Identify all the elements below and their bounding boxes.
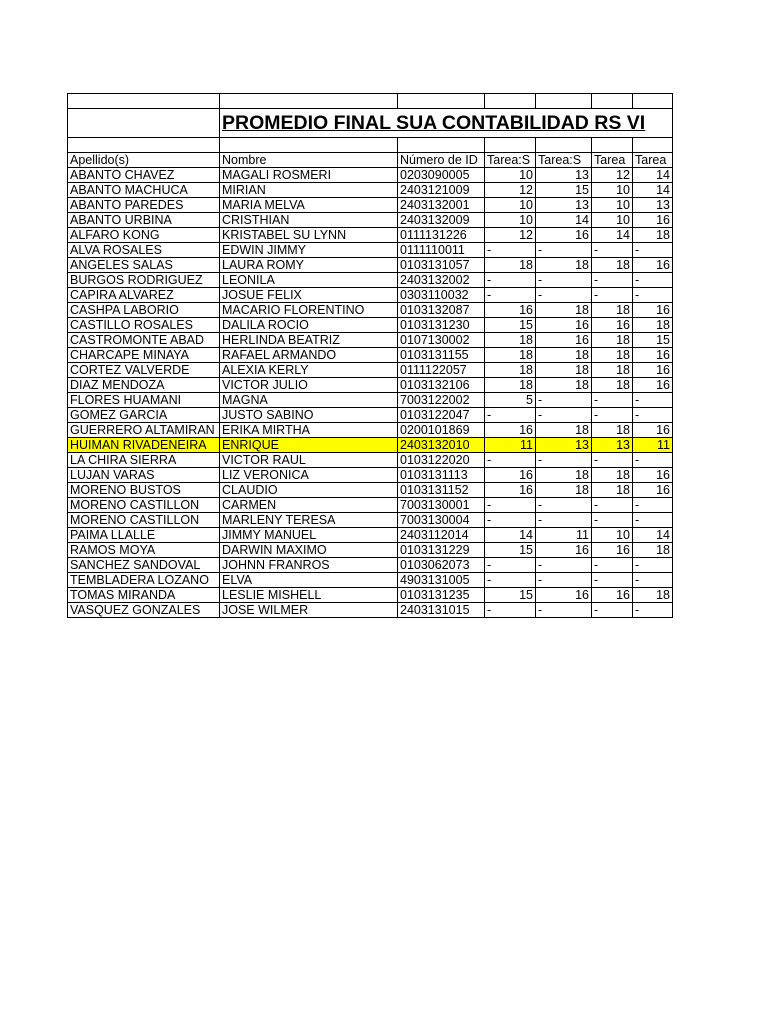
cell-tarea-3[interactable]: 10: [592, 528, 633, 543]
cell-tarea-1[interactable]: 14: [485, 528, 536, 543]
cell-tarea-2[interactable]: 18: [536, 468, 592, 483]
cell-tarea-3[interactable]: 12: [592, 168, 633, 183]
cell-tarea-3[interactable]: 13: [592, 438, 633, 453]
table-row: [68, 213, 673, 228]
cell-tarea-2[interactable]: 15: [536, 183, 592, 198]
cell-nombre[interactable]: VICTOR JULIO: [220, 378, 398, 393]
cell-tarea-2[interactable]: 16: [536, 588, 592, 603]
table-row: [68, 258, 673, 273]
cell-tarea-2[interactable]: 16: [536, 333, 592, 348]
empty-cell[interactable]: [485, 138, 536, 153]
cell-tarea-1[interactable]: 15: [485, 588, 536, 603]
cell-nombre[interactable]: MIRIAN: [220, 183, 398, 198]
empty-cell[interactable]: [68, 94, 220, 109]
cell-apellidos[interactable]: CORTEZ VALVERDE: [68, 363, 220, 378]
table-row: [68, 243, 673, 258]
header-cell-tarea-4[interactable]: Tarea: [633, 153, 673, 168]
table-row: [68, 333, 673, 348]
cell-tarea-3[interactable]: 18: [592, 348, 633, 363]
cell-tarea-1[interactable]: 16: [485, 468, 536, 483]
cell-id[interactable]: 0103131155: [398, 348, 485, 363]
cell-nombre[interactable]: DARWIN MAXIMO: [220, 543, 398, 558]
cell-tarea-1[interactable]: 18: [485, 378, 536, 393]
cell-id[interactable]: 0103131230: [398, 318, 485, 333]
cell-tarea-1[interactable]: -: [485, 243, 536, 258]
cell-tarea-2[interactable]: 18: [536, 348, 592, 363]
cell-tarea-3[interactable]: 18: [592, 363, 633, 378]
cell-tarea-4[interactable]: 14: [633, 528, 673, 543]
cell-tarea-3[interactable]: 16: [592, 588, 633, 603]
cell-tarea-2[interactable]: 18: [536, 423, 592, 438]
table-row: [68, 603, 673, 618]
empty-cell[interactable]: [592, 138, 633, 153]
cell-apellidos[interactable]: MORENO BUSTOS: [68, 483, 220, 498]
empty-cell[interactable]: [536, 94, 592, 109]
cell-nombre[interactable]: CRISTHIAN: [220, 213, 398, 228]
cell-tarea-4[interactable]: 18: [633, 588, 673, 603]
table-row: [68, 468, 673, 483]
empty-cell[interactable]: [485, 94, 536, 109]
cell-apellidos[interactable]: PAIMA LLALLE: [68, 528, 220, 543]
cell-tarea-3[interactable]: 10: [592, 198, 633, 213]
cell-tarea-2[interactable]: -: [536, 393, 592, 408]
cell-apellidos[interactable]: GOMEZ GARCIA: [68, 408, 220, 423]
cell-nombre[interactable]: ENRIQUE: [220, 438, 398, 453]
cell-tarea-1[interactable]: -: [485, 513, 536, 528]
cell-id[interactable]: 0103131152: [398, 483, 485, 498]
cell-apellidos[interactable]: BURGOS RODRIGUEZ: [68, 273, 220, 288]
cell-tarea-4[interactable]: 18: [633, 228, 673, 243]
cell-tarea-4[interactable]: 16: [633, 258, 673, 273]
cell-tarea-3[interactable]: -: [592, 513, 633, 528]
cell-id[interactable]: 2403132001: [398, 198, 485, 213]
cell-tarea-1[interactable]: 16: [485, 423, 536, 438]
table-row: [68, 588, 673, 603]
table-row: [68, 558, 673, 573]
cell-nombre[interactable]: JIMMY MANUEL: [220, 528, 398, 543]
cell-tarea-2[interactable]: -: [536, 243, 592, 258]
cell-tarea-3[interactable]: 18: [592, 468, 633, 483]
cell-tarea-2[interactable]: -: [536, 513, 592, 528]
cell-tarea-2[interactable]: -: [536, 453, 592, 468]
cell-tarea-1[interactable]: -: [485, 408, 536, 423]
cell-tarea-4[interactable]: 11: [633, 438, 673, 453]
table-row: [68, 168, 673, 183]
cell-tarea-3[interactable]: 18: [592, 303, 633, 318]
cell-apellidos[interactable]: TEMBLADERA LOZANO: [68, 573, 220, 588]
cell-tarea-3[interactable]: 14: [592, 228, 633, 243]
cell-id[interactable]: 0103131113: [398, 468, 485, 483]
cell-tarea-2[interactable]: 18: [536, 303, 592, 318]
cell-tarea-4[interactable]: 16: [633, 483, 673, 498]
cell-tarea-1[interactable]: 10: [485, 213, 536, 228]
cell-nombre[interactable]: LESLIE MISHELL: [220, 588, 398, 603]
cell-tarea-2[interactable]: 13: [536, 438, 592, 453]
cell-tarea-3[interactable]: -: [592, 558, 633, 573]
cell-tarea-2[interactable]: 14: [536, 213, 592, 228]
cell-apellidos[interactable]: ALFARO KONG: [68, 228, 220, 243]
cell-tarea-4[interactable]: -: [633, 273, 673, 288]
cell-tarea-4[interactable]: -: [633, 243, 673, 258]
table-row: [68, 378, 673, 393]
empty-cell[interactable]: [398, 94, 485, 109]
cell-tarea-3[interactable]: -: [592, 498, 633, 513]
cell-tarea-1[interactable]: 18: [485, 258, 536, 273]
grade-sheet: [67, 93, 673, 618]
table-row: [68, 273, 673, 288]
header-cell-id[interactable]: Número de ID: [398, 153, 485, 168]
cell-id[interactable]: 4903131005: [398, 573, 485, 588]
empty-cell[interactable]: [592, 94, 633, 109]
cell-nombre[interactable]: CLAUDIO: [220, 483, 398, 498]
cell-tarea-1[interactable]: 11: [485, 438, 536, 453]
cell-id[interactable]: 0103131057: [398, 258, 485, 273]
empty-cell[interactable]: [220, 94, 398, 109]
cell-id[interactable]: 0303110032: [398, 288, 485, 303]
empty-cell[interactable]: [68, 138, 220, 153]
cell-tarea-2[interactable]: -: [536, 603, 592, 618]
cell-tarea-2[interactable]: -: [536, 408, 592, 423]
cell-tarea-4[interactable]: 16: [633, 468, 673, 483]
cell-tarea-1[interactable]: 15: [485, 318, 536, 333]
cell-tarea-2[interactable]: 18: [536, 258, 592, 273]
header-cell-apellidos[interactable]: Apellido(s): [68, 153, 220, 168]
table-row: [68, 198, 673, 213]
cell-nombre[interactable]: JOHNN FRANROS: [220, 558, 398, 573]
cell-apellidos[interactable]: RAMOS MOYA: [68, 543, 220, 558]
cell-id[interactable]: 7003130001: [398, 498, 485, 513]
table-row: [68, 348, 673, 363]
cell-tarea-3[interactable]: 18: [592, 378, 633, 393]
cell-tarea-2[interactable]: 11: [536, 528, 592, 543]
cell-tarea-2[interactable]: 13: [536, 198, 592, 213]
table-row: [68, 543, 673, 558]
cell-tarea-1[interactable]: 16: [485, 303, 536, 318]
cell-id[interactable]: 0111110011: [398, 243, 485, 258]
table-row: [68, 438, 673, 453]
cell-tarea-4[interactable]: -: [633, 408, 673, 423]
cell-tarea-4[interactable]: 16: [633, 348, 673, 363]
cell-tarea-3[interactable]: -: [592, 573, 633, 588]
cell-tarea-3[interactable]: 18: [592, 258, 633, 273]
cell-tarea-4[interactable]: 16: [633, 303, 673, 318]
cell-id[interactable]: 0103062073: [398, 558, 485, 573]
cell-tarea-1[interactable]: 10: [485, 168, 536, 183]
table-row: [68, 423, 673, 438]
cell-nombre[interactable]: ELVA: [220, 573, 398, 588]
cell-nombre[interactable]: MARLENY TERESA: [220, 513, 398, 528]
cell-id[interactable]: 7003122002: [398, 393, 485, 408]
cell-nombre[interactable]: MACARIO FLORENTINO: [220, 303, 398, 318]
cell-tarea-1[interactable]: 5: [485, 393, 536, 408]
cell-nombre[interactable]: KRISTABEL SU LYNN: [220, 228, 398, 243]
header-cell-tarea-3[interactable]: Tarea: [592, 153, 633, 168]
cell-tarea-2[interactable]: 16: [536, 228, 592, 243]
header-cell-tarea-2[interactable]: Tarea:S: [536, 153, 592, 168]
empty-cell[interactable]: [633, 138, 673, 153]
header-cell-tarea-1[interactable]: Tarea:S: [485, 153, 536, 168]
table-row: [68, 528, 673, 543]
cell-tarea-4[interactable]: 14: [633, 183, 673, 198]
cell-apellidos[interactable]: MORENO CASTILLON: [68, 498, 220, 513]
cell-tarea-2[interactable]: 18: [536, 363, 592, 378]
cell-id[interactable]: 0103131235: [398, 588, 485, 603]
cell-tarea-4[interactable]: -: [633, 558, 673, 573]
cell-id[interactable]: 0103122020: [398, 453, 485, 468]
cell-tarea-4[interactable]: 18: [633, 318, 673, 333]
cell-tarea-4[interactable]: -: [633, 603, 673, 618]
cell-tarea-2[interactable]: 18: [536, 378, 592, 393]
cell-id[interactable]: 2403132002: [398, 273, 485, 288]
cell-tarea-1[interactable]: -: [485, 603, 536, 618]
cell-tarea-1[interactable]: -: [485, 288, 536, 303]
cell-id[interactable]: 0103131229: [398, 543, 485, 558]
cell-apellidos[interactable]: ABANTO CHAVEZ: [68, 168, 220, 183]
empty-cell[interactable]: [398, 138, 485, 153]
table-row: [68, 228, 673, 243]
cell-apellidos[interactable]: ABANTO PAREDES: [68, 198, 220, 213]
cell-nombre[interactable]: MARIA MELVA: [220, 198, 398, 213]
cell-id[interactable]: 0103122047: [398, 408, 485, 423]
cell-nombre[interactable]: HERLINDA BEATRIZ: [220, 333, 398, 348]
cell-tarea-3[interactable]: -: [592, 603, 633, 618]
cell-tarea-4[interactable]: 16: [633, 423, 673, 438]
cell-nombre[interactable]: VICTOR RAUL: [220, 453, 398, 468]
empty-cell[interactable]: [68, 109, 220, 138]
cell-nombre[interactable]: JOSE WILMER: [220, 603, 398, 618]
empty-cell[interactable]: [633, 94, 673, 109]
cell-apellidos[interactable]: GUERRERO ALTAMIRAN: [68, 423, 220, 438]
table-row: [68, 498, 673, 513]
header-row: [68, 153, 673, 168]
cell-tarea-3[interactable]: 18: [592, 423, 633, 438]
table-row: [68, 183, 673, 198]
table-row: [68, 303, 673, 318]
cell-tarea-4[interactable]: -: [633, 393, 673, 408]
cell-id[interactable]: 2403132010: [398, 438, 485, 453]
cell-apellidos[interactable]: LA CHIRA SIERRA: [68, 453, 220, 468]
cell-apellidos[interactable]: LUJAN VARAS: [68, 468, 220, 483]
table-row: [68, 483, 673, 498]
cell-tarea-3[interactable]: -: [592, 393, 633, 408]
cell-tarea-3[interactable]: 10: [592, 183, 633, 198]
cell-nombre[interactable]: DALILA ROCIO: [220, 318, 398, 333]
cell-tarea-1[interactable]: -: [485, 498, 536, 513]
cell-nombre[interactable]: MAGALI ROSMERI: [220, 168, 398, 183]
table-row: [68, 408, 673, 423]
cell-nombre[interactable]: JOSUE FELIX: [220, 288, 398, 303]
cell-tarea-1[interactable]: 12: [485, 183, 536, 198]
cell-apellidos[interactable]: CASTROMONTE ABAD: [68, 333, 220, 348]
cell-id[interactable]: 2403121009: [398, 183, 485, 198]
cell-nombre[interactable]: LAURA ROMY: [220, 258, 398, 273]
cell-apellidos[interactable]: VASQUEZ GONZALES: [68, 603, 220, 618]
title-row: [68, 109, 673, 138]
cell-id[interactable]: 0111131226: [398, 228, 485, 243]
cell-apellidos[interactable]: DIAZ MENDOZA: [68, 378, 220, 393]
cell-nombre[interactable]: EDWIN JIMMY: [220, 243, 398, 258]
cell-tarea-1[interactable]: 18: [485, 363, 536, 378]
cell-tarea-3[interactable]: 16: [592, 543, 633, 558]
cell-apellidos[interactable]: CAPIRA ALVAREZ: [68, 288, 220, 303]
cell-id[interactable]: 2403131015: [398, 603, 485, 618]
cell-tarea-3[interactable]: -: [592, 288, 633, 303]
cell-tarea-4[interactable]: 16: [633, 213, 673, 228]
table-row: [68, 573, 673, 588]
cell-tarea-2[interactable]: -: [536, 273, 592, 288]
cell-tarea-1[interactable]: -: [485, 573, 536, 588]
cell-apellidos[interactable]: SANCHEZ SANDOVAL: [68, 558, 220, 573]
cell-apellidos[interactable]: CASHPA LABORIO: [68, 303, 220, 318]
sheet-title[interactable]: PROMEDIO FINAL SUA CONTABILIDAD RS VI: [220, 109, 673, 138]
cell-id[interactable]: 2403112014: [398, 528, 485, 543]
cell-tarea-1[interactable]: -: [485, 558, 536, 573]
cell-tarea-2[interactable]: -: [536, 573, 592, 588]
cell-tarea-4[interactable]: 16: [633, 378, 673, 393]
cell-id[interactable]: 2403132009: [398, 213, 485, 228]
cell-nombre[interactable]: LIZ VERONICA: [220, 468, 398, 483]
cell-id[interactable]: 0103132106: [398, 378, 485, 393]
cell-tarea-1[interactable]: 12: [485, 228, 536, 243]
empty-cell[interactable]: [536, 138, 592, 153]
cell-apellidos[interactable]: ALVA ROSALES: [68, 243, 220, 258]
cell-tarea-4[interactable]: 18: [633, 543, 673, 558]
cell-tarea-4[interactable]: -: [633, 573, 673, 588]
cell-tarea-2[interactable]: 16: [536, 543, 592, 558]
cell-tarea-4[interactable]: 16: [633, 363, 673, 378]
cell-id[interactable]: 0200101869: [398, 423, 485, 438]
table-row: [68, 318, 673, 333]
cell-tarea-1[interactable]: 18: [485, 333, 536, 348]
cell-tarea-1[interactable]: 10: [485, 198, 536, 213]
cell-tarea-3[interactable]: 18: [592, 333, 633, 348]
cell-tarea-1[interactable]: 15: [485, 543, 536, 558]
table-row: [68, 393, 673, 408]
cell-id[interactable]: 0111122057: [398, 363, 485, 378]
cell-id[interactable]: 7003130004: [398, 513, 485, 528]
cell-nombre[interactable]: MAGNA: [220, 393, 398, 408]
cell-tarea-1[interactable]: -: [485, 273, 536, 288]
header-cell-nombre[interactable]: Nombre: [220, 153, 398, 168]
table-row: [68, 288, 673, 303]
cell-tarea-3[interactable]: 16: [592, 318, 633, 333]
table-row: [68, 513, 673, 528]
cell-apellidos[interactable]: HUIMAN RIVADENEIRA: [68, 438, 220, 453]
blank-row: [68, 94, 673, 109]
cell-nombre[interactable]: ALEXIA KERLY: [220, 363, 398, 378]
cell-tarea-2[interactable]: 18: [536, 483, 592, 498]
cell-nombre[interactable]: ERIKA MIRTHA: [220, 423, 398, 438]
cell-apellidos[interactable]: ANGELES SALAS: [68, 258, 220, 273]
blank-row: [68, 138, 673, 153]
cell-nombre[interactable]: RAFAEL ARMANDO: [220, 348, 398, 363]
cell-id[interactable]: 0103132087: [398, 303, 485, 318]
cell-nombre[interactable]: JUSTO SABINO: [220, 408, 398, 423]
cell-tarea-3[interactable]: -: [592, 408, 633, 423]
cell-tarea-4[interactable]: 13: [633, 198, 673, 213]
cell-tarea-1[interactable]: -: [485, 453, 536, 468]
cell-tarea-4[interactable]: -: [633, 498, 673, 513]
cell-apellidos[interactable]: ABANTO URBINA: [68, 213, 220, 228]
cell-tarea-3[interactable]: -: [592, 453, 633, 468]
cell-id[interactable]: 0203090005: [398, 168, 485, 183]
cell-tarea-1[interactable]: 16: [485, 483, 536, 498]
cell-tarea-4[interactable]: -: [633, 453, 673, 468]
cell-tarea-3[interactable]: 18: [592, 483, 633, 498]
cell-nombre[interactable]: CARMEN: [220, 498, 398, 513]
cell-tarea-2[interactable]: -: [536, 288, 592, 303]
cell-tarea-2[interactable]: -: [536, 558, 592, 573]
table-row: [68, 453, 673, 468]
cell-apellidos[interactable]: ABANTO MACHUCA: [68, 183, 220, 198]
cell-id[interactable]: 0107130002: [398, 333, 485, 348]
cell-tarea-4[interactable]: 15: [633, 333, 673, 348]
cell-tarea-2[interactable]: -: [536, 498, 592, 513]
cell-tarea-3[interactable]: -: [592, 243, 633, 258]
cell-tarea-2[interactable]: 16: [536, 318, 592, 333]
cell-tarea-4[interactable]: -: [633, 513, 673, 528]
cell-tarea-4[interactable]: 14: [633, 168, 673, 183]
cell-tarea-3[interactable]: -: [592, 273, 633, 288]
empty-cell[interactable]: [220, 138, 398, 153]
cell-apellidos[interactable]: CASTILLO ROSALES: [68, 318, 220, 333]
cell-apellidos[interactable]: FLORES HUAMANI: [68, 393, 220, 408]
cell-tarea-1[interactable]: 18: [485, 348, 536, 363]
cell-apellidos[interactable]: CHARCAPE MINAYA: [68, 348, 220, 363]
cell-tarea-3[interactable]: 10: [592, 213, 633, 228]
cell-apellidos[interactable]: MORENO CASTILLON: [68, 513, 220, 528]
cell-tarea-4[interactable]: -: [633, 288, 673, 303]
cell-apellidos[interactable]: TOMAS MIRANDA: [68, 588, 220, 603]
cell-tarea-2[interactable]: 13: [536, 168, 592, 183]
cell-nombre[interactable]: LEONILA: [220, 273, 398, 288]
table-row: [68, 363, 673, 378]
